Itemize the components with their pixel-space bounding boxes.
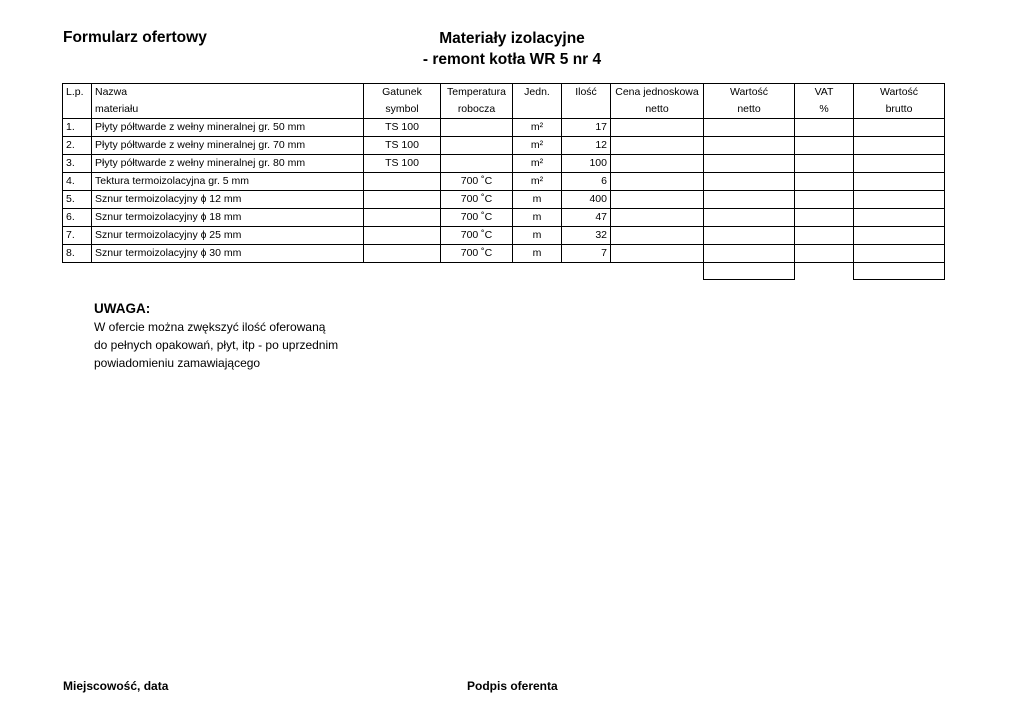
cell-quantity: 32 [562,227,611,245]
cell-vat [795,173,854,191]
summary-spacer [364,263,441,280]
header-name: Nazwa [92,84,364,102]
cell-vat [795,245,854,263]
cell-unit: m [513,227,562,245]
cell-unit: m² [513,119,562,137]
cell-quantity: 400 [562,191,611,209]
header-grade-sub: symbol [364,101,441,119]
header-unit: Jedn. [513,84,562,102]
summary-spacer [562,263,611,280]
cell-temperature [441,137,513,155]
cell-net-value [704,119,795,137]
cell-unit-price [611,173,704,191]
header-temperature: Temperatura [441,84,513,102]
table-row [63,173,945,191]
cell-grade: TS 100 [364,137,441,155]
table-row [63,119,945,137]
cell-temperature [441,155,513,173]
cell-unit-price [611,209,704,227]
header-quantity-sub [562,101,611,119]
cell-name: Płyty półtwarde z wełny mineralnej gr. 80 mm [92,155,364,173]
cell-name: Sznur termoizolacyjny ɸ 25 mm [92,227,364,245]
note-line-1: W ofercie można zwększyć ilość oferowaną [94,320,326,334]
header-quantity: Ilość [562,84,611,102]
cell-quantity: 100 [562,155,611,173]
table-row [63,209,945,227]
cell-name: Płyty półtwarde z wełny mineralnej gr. 50 mm [92,119,364,137]
cell-temperature: 700 ˚C [441,173,513,191]
cell-gross-value [854,191,945,209]
cell-unit: m [513,191,562,209]
cell-vat [795,137,854,155]
header-unit-sub [513,101,562,119]
note-title: UWAGA: [94,301,151,316]
header-unit-price: Cena jednoskowa [611,84,704,102]
cell-gross-value [854,245,945,263]
header-vat: VAT [795,84,854,102]
cell-quantity: 6 [562,173,611,191]
note-line-2: do pełnych opakowań, płyt, itp - po uprzednim [94,338,339,352]
table-row [63,227,945,245]
cell-lp: 8. [63,245,92,263]
cell-gross-value [854,209,945,227]
cell-grade: TS 100 [364,155,441,173]
cell-unit: m² [513,137,562,155]
cell-name: Sznur termoizolacyjny ɸ 18 mm [92,209,364,227]
cell-unit: m [513,245,562,263]
table-row [63,137,945,155]
cell-grade [364,191,441,209]
offer-table [62,83,945,280]
cell-temperature: 700 ˚C [441,209,513,227]
cell-unit-price [611,137,704,155]
cell-vat [795,209,854,227]
cell-grade [364,173,441,191]
cell-lp: 6. [63,209,92,227]
heading-line-1: Materiały izolacyjne [439,30,585,47]
cell-unit-price [611,191,704,209]
cell-net-value [704,227,795,245]
cell-net-value [704,245,795,263]
heading-line-2: - remont kotła WR 5 nr 4 [422,51,602,68]
cell-name: Tektura termoizolacyjna gr. 5 mm [92,173,364,191]
cell-net-value [704,173,795,191]
cell-grade [364,227,441,245]
cell-temperature [441,119,513,137]
cell-vat [795,119,854,137]
cell-vat [795,155,854,173]
note-line-3: powiadomieniu zamawiającego [94,356,261,370]
table-row [63,191,945,209]
header-net-value: Wartość [704,84,795,102]
total-gross-value [854,263,945,280]
cell-grade [364,209,441,227]
cell-vat [795,191,854,209]
header-temperature-sub: robocza [441,101,513,119]
cell-unit-price [611,119,704,137]
cell-temperature: 700 ˚C [441,227,513,245]
cell-grade: TS 100 [364,119,441,137]
cell-quantity: 47 [562,209,611,227]
total-net-value [704,263,795,280]
header-gross-value-sub: brutto [854,101,945,119]
cell-lp: 1. [63,119,92,137]
header-unit-price-sub: netto [611,101,704,119]
summary-spacer [92,263,364,280]
header-lp: L.p. [63,84,92,102]
cell-gross-value [854,119,945,137]
header-vat-sub: % [795,101,854,119]
cell-net-value [704,209,795,227]
cell-unit-price [611,245,704,263]
cell-lp: 7. [63,227,92,245]
cell-quantity: 7 [562,245,611,263]
cell-net-value [704,155,795,173]
summary-row [63,263,945,280]
cell-unit-price [611,155,704,173]
cell-quantity: 12 [562,137,611,155]
summary-spacer [63,263,92,280]
cell-net-value [704,191,795,209]
place-date-label: Miejscowość, data [63,679,169,693]
cell-unit: m [513,209,562,227]
cell-lp: 2. [63,137,92,155]
header-gross-value: Wartość [854,84,945,102]
cell-temperature: 700 ˚C [441,191,513,209]
summary-spacer [513,263,562,280]
header-grade: Gatunek [364,84,441,102]
table-row [63,245,945,263]
cell-name: Sznur termoizolacyjny ɸ 30 mm [92,245,364,263]
form-title: Formularz ofertowy [63,29,207,46]
cell-net-value [704,137,795,155]
cell-gross-value [854,173,945,191]
header-net-value-sub: netto [704,101,795,119]
cell-grade [364,245,441,263]
cell-lp: 3. [63,155,92,173]
cell-lp: 4. [63,173,92,191]
cell-quantity: 17 [562,119,611,137]
table-header-row-top [63,84,945,102]
signature-label: Podpis oferenta [467,679,558,693]
note-block [94,300,338,372]
cell-unit: m² [513,155,562,173]
cell-gross-value [854,137,945,155]
cell-unit: m² [513,173,562,191]
cell-name: Płyty półtwarde z wełny mineralnej gr. 70 mm [92,137,364,155]
table-header-row-bottom [63,101,945,119]
cell-lp: 5. [63,191,92,209]
header-lp-sub [63,101,92,119]
cell-gross-value [854,227,945,245]
summary-spacer [795,263,854,280]
cell-unit-price [611,227,704,245]
summary-spacer [611,263,704,280]
cell-name: Sznur termoizolacyjny ɸ 12 mm [92,191,364,209]
cell-vat [795,227,854,245]
document-heading [392,28,632,70]
cell-temperature: 700 ˚C [441,245,513,263]
table-row [63,155,945,173]
summary-spacer [441,263,513,280]
header-name-sub: materiału [92,101,364,119]
cell-gross-value [854,155,945,173]
